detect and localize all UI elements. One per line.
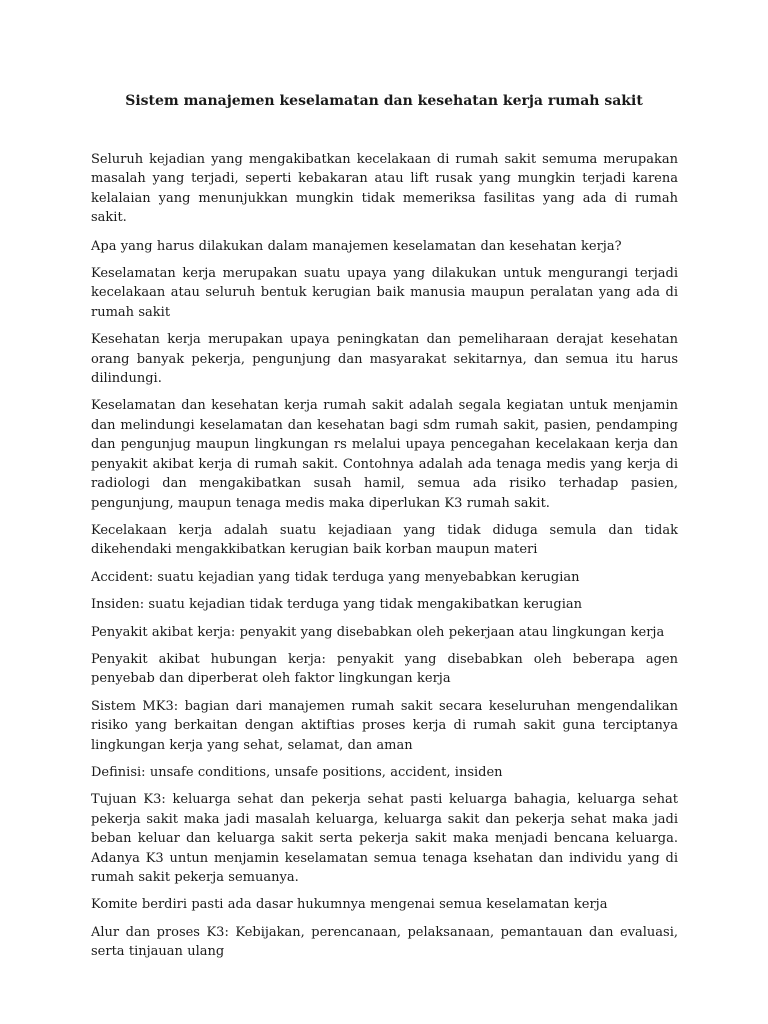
paragraph-11: Sistem MK3: bagian dari manajemen rumah sakit secara keseluruhan mengendalikan risiko yang berkaitan dengan aktiftias proses kerja di rumah sakit guna terciptanya lingkungan kerja yang sehat, selamat, dan aman xyxy=(91,698,678,753)
paragraph-12: Definisi: unsafe conditions, unsafe positions, accident, insiden xyxy=(91,764,503,780)
paragraph-4: Kesehatan kerja merupakan upaya peningkatan dan pemeliharaan derajat kesehatan orang banyak pekerja, pengunjung dan masyarakat sekitarnya, dan semua itu harus dilindungi. xyxy=(91,332,678,387)
paragraph-15: Alur dan proses K3: Kebijakan, perencanaan, pelaksanaan, pemantauan dan evaluasi, serta tinjauan ulang xyxy=(91,924,678,960)
paragraph-14: Komite berdiri pasti ada dasar hukumnya mengenai semua keselamatan kerja xyxy=(91,897,608,913)
paragraph-2: Apa yang harus dilakukan dalam manajemen keselamatan dan kesehatan kerja? xyxy=(91,238,622,254)
paragraph-10: Penyakit akibat hubungan kerja: penyakit yang disebabkan oleh beberapa agen penyebab dan diperberat oleh faktor lingkungan kerja xyxy=(91,651,678,687)
document-body xyxy=(91,150,678,970)
paragraph-7: Accident: suatu kejadian yang tidak terduga yang menyebabkan kerugian xyxy=(91,569,580,585)
paragraph-6: Kecelakaan kerja adalah suatu kejadiaan yang tidak diduga semula dan tidak dikehendaki mengakkibatkan kerugian baik korban maupun materi xyxy=(91,522,678,558)
paragraph-1: Seluruh kejadian yang mengakibatkan kecelakaan di rumah sakit semuma merupakan masalah yang terjadi, seperti kebakaran atau lift rusak yang mungkin terjadi karena kelalaian yang menunjukkan mungkin tidak memeriksa fasilitas yang ada di rumah sakit. xyxy=(91,152,678,226)
paragraph-9: Penyakit akibat kerja: penyakit yang disebabkan oleh pekerjaan atau lingkungan kerja xyxy=(91,624,665,640)
paragraph-8: Insiden: suatu kejadian tidak terduga yang tidak mengakibatkan kerugian xyxy=(91,597,583,613)
paragraph-3: Keselamatan kerja merupakan suatu upaya yang dilakukan untuk mengurangi terjadi kecelakaan atau seluruh bentuk kerugian baik manusia maupun peralatan yang ada di rumah sakit xyxy=(91,266,678,320)
paragraph-5: Keselamatan dan kesehatan kerja rumah sakit adalah segala kegiatan untuk menjamin dan melindungi keselamatan dan kesehatan bagi sdm rumah sakit, pasien, pendamping dan pengunjug maupun lingkungan rs melalui upaya pencegahan kecelakaan kerja dan penyakit akibat kerja di rumah sakit. Contohnya adalah ada tenaga medis yang kerja di radiologi dan mengakibatkan susah hamil, semua ada risiko terhadap pasien, pengunjung, maupun tenaga medis maka diperlukan K3 rumah sakit. xyxy=(91,398,678,511)
document-title: Sistem manajemen keselamatan dan kesehatan kerja rumah sakit xyxy=(125,93,643,109)
paragraph-13: Tujuan K3: keluarga sehat dan pekerja sehat pasti keluarga bahagia, keluarga sehat pekerja sakit maka jadi masalah keluarga, keluarga sakit dan pekerja sehat maka jadi beban keluar dan keluarga sakit serta pekerja sakit maka menjadi bencana keluarga. Adanya K3 untun menjamin keselamatan semua tenaga ksehatan dan individu yang di rumah sakit pekerja semuanya. xyxy=(91,792,678,885)
